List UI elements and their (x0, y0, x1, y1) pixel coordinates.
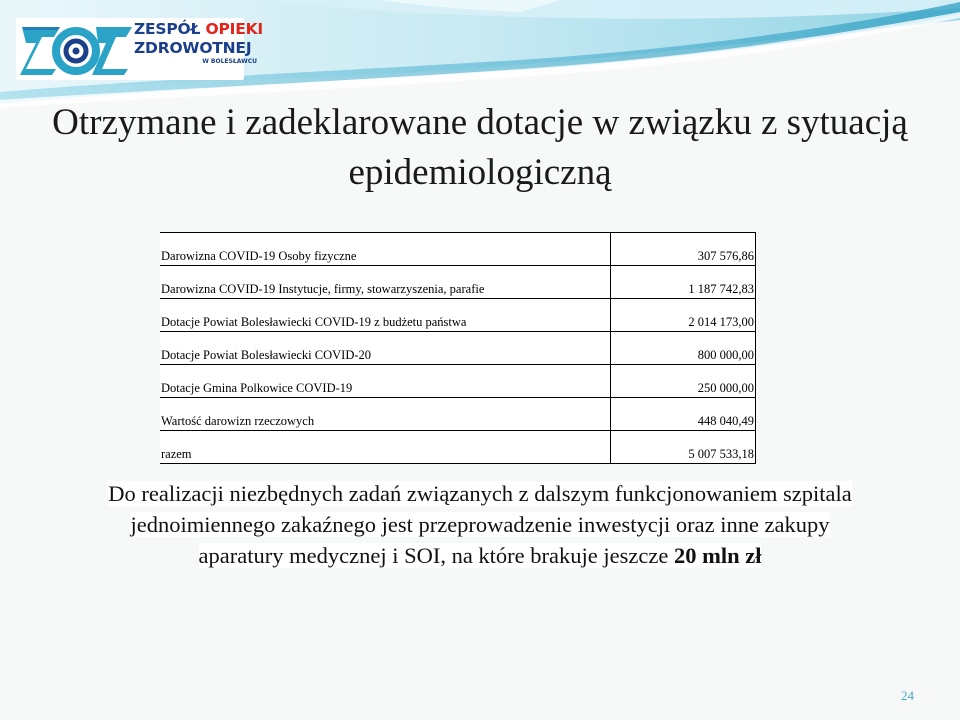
logo-wordmark (134, 22, 263, 65)
grants-table-container (160, 232, 756, 464)
table-row (160, 266, 756, 299)
row-label: Dotacje Powiat Bolesławiecki COVID-19 z budżetu państwa (160, 299, 610, 332)
row-label: Darowizna COVID-19 Instytucje, firmy, stowarzyszenia, parafie (160, 266, 610, 299)
row-value: 448 040,49 (610, 398, 755, 431)
row-label: Darowizna COVID-19 Osoby fizyczne (160, 233, 610, 266)
table-row (160, 332, 756, 365)
row-value: 1 187 742,83 (610, 266, 755, 299)
grants-table-body (160, 233, 756, 464)
zoz-logo (16, 18, 263, 80)
row-label: Dotacje Gmina Polkowice COVID-19 (160, 365, 610, 398)
funding-note-amount: 20 mln zł (673, 543, 762, 568)
row-label: Wartość darowizn rzeczowych (160, 398, 610, 431)
logo-word-location: W BOLESŁAWCU (202, 58, 257, 65)
row-label: razem (160, 431, 610, 464)
funding-note-text (108, 481, 851, 568)
slide-title: Otrzymane i zadeklarowane dotacje w związku z sytuacją epidemiologiczną (52, 102, 908, 193)
row-value: 800 000,00 (610, 332, 755, 365)
row-value: 250 000,00 (610, 365, 755, 398)
logo-word-opieki: OPIEKI (205, 20, 263, 38)
table-row (160, 431, 756, 464)
row-value: 5 007 533,18 (610, 431, 755, 464)
grants-table (160, 232, 756, 464)
table-row (160, 365, 756, 398)
funding-note (100, 478, 860, 571)
logo-word-zespol: ZESPÓŁ (134, 20, 201, 38)
row-value: 2 014 173,00 (610, 299, 755, 332)
table-row (160, 233, 756, 266)
table-row (160, 299, 756, 332)
table-row (160, 398, 756, 431)
logo-word-zdrowotnej: ZDROWOTNEJ (134, 38, 252, 57)
page-number: 24 (901, 688, 914, 703)
funding-note-body: Do realizacji niezbędnych zadań związanych z dalszym funkcjonowaniem szpitala jednoimiennego zakaźnego jest przeprowadzenie inwestycji oraz inne zakupy aparatury medycznej i SOI, na które brakuje jeszcze (108, 481, 852, 568)
row-value: 307 576,86 (610, 233, 755, 266)
zoz-logo-mark-icon (20, 21, 132, 77)
row-label: Dotacje Powiat Bolesławiecki COVID-20 (160, 332, 610, 365)
